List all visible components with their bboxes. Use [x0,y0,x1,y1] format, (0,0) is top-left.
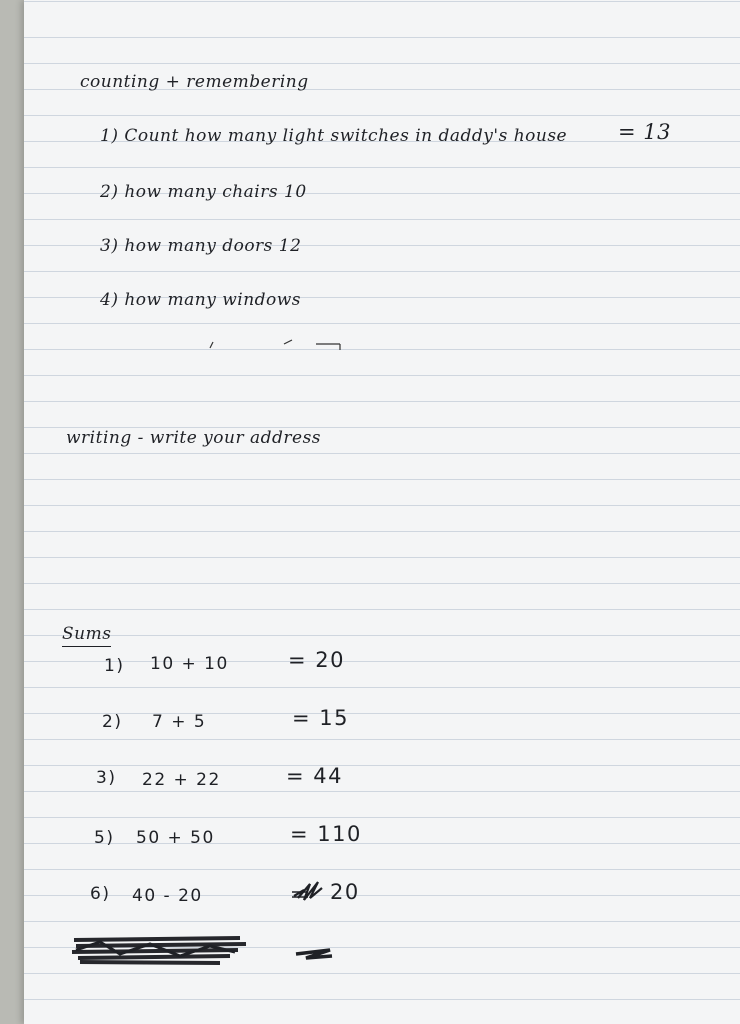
sum-1-expression: 10 + 10 [150,654,229,674]
scribble-mark [290,876,330,906]
sums-heading: Sums [62,624,111,647]
sum-5-number: 5) [94,828,115,848]
sum-6-number: 6) [90,884,111,904]
counting-item-3: 3) how many doors 12 [100,236,302,256]
sum-1-result: = 20 [288,648,345,672]
sum-5-expression: 50 + 50 [136,828,215,848]
stray-pen-marks [204,336,354,356]
writing-heading: writing - write your address [66,428,322,448]
sum-2-number: 2) [102,712,123,732]
counting-item-1: 1) Count how many light switches in daddy's house [100,126,568,146]
sum-2-expression: 7 + 5 [152,712,207,732]
counting-item-1-answer: = 13 [618,120,671,144]
notebook-page [24,0,740,1024]
counting-item-2: 2) how many chairs 10 [100,182,307,202]
crossed-out-line [70,932,350,972]
counting-heading: counting + remembering [80,72,309,92]
sum-5-result: = 110 [290,822,362,846]
sum-1-number: 1) [104,656,125,676]
counting-item-4: 4) how many windows [100,290,302,310]
sum-3-expression: 22 + 22 [142,770,221,790]
sum-2-result: = 15 [292,706,349,730]
sum-3-result: = 44 [286,764,343,788]
sum-6-expression: 40 - 20 [132,886,203,906]
sum-6-result: 20 [330,880,360,904]
sum-3-number: 3) [96,768,117,788]
